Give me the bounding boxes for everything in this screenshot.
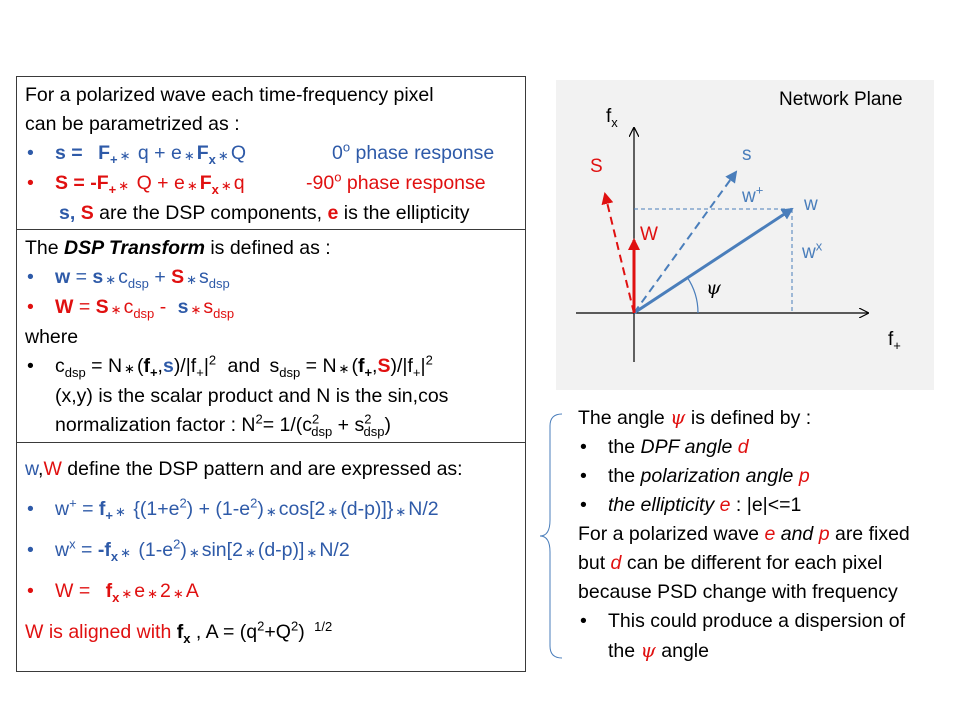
dsp-components-line: s, S are the DSP components, e is the ellipticity (59, 202, 470, 224)
psi-angle-line: the ψ angle (608, 639, 709, 662)
S-vector (605, 194, 634, 313)
dsp-pattern-intro: w,W define the DSP pattern and are expressed as: (25, 458, 463, 480)
network-plane-title: Network Plane (779, 89, 903, 110)
psi-arc (687, 277, 698, 313)
phase-response-0: 0$^o$ phase response (332, 139, 495, 164)
W-label: W (640, 224, 658, 245)
eq-s-line (25, 139, 517, 169)
eq-s: $s = F_+$ ∗ q + e ∗ $F_x$ ∗ Q (55, 142, 246, 167)
network-plane-diagram (556, 80, 934, 390)
ellipticity-item: • the ellipticity e : |e|<=1 (578, 491, 953, 520)
intro-line-1: For a polarized wave each time-frequency pixel (25, 84, 434, 106)
dsp-pattern-panel (16, 442, 526, 672)
curly-brace (538, 412, 568, 660)
dsp-transform-panel (16, 229, 526, 443)
psi-label: ψ (706, 277, 721, 299)
psi-intro: The angle ψ is defined by : (578, 406, 812, 429)
cdsp-sdsp-definition: • $c_{dsp} = N$ ∗ $(f_+,s)/|f_+|^2$ and $s_{dsp} = N$ ∗ $(f_+,S)/|f_+|^2$ (25, 352, 517, 382)
dsp-transform-intro: The DSP Transform is defined as : (25, 237, 331, 259)
w-label: w (804, 194, 818, 215)
eq-wx-line: • $w^x = -f_x$ ∗ $(1-e^2)$ ∗ sin[2 ∗ (d-p)] ∗ N/2 (25, 536, 517, 566)
psd-line: because PSD change with frequency (578, 581, 898, 603)
wx-label: $w^x$ (802, 238, 823, 263)
dpf-angle-item: • the DPF angle d (578, 433, 953, 462)
fplus-label: $f_+$ (888, 329, 901, 353)
where-label: where (25, 326, 79, 348)
eq-W-line: • W = S ∗ $c_{dsp}$ - s ∗ $s_{dsp}$ (25, 293, 517, 323)
aligned-line: W is aligned with $f_x$ , $A = (q^2+Q^2)$ $^{1/2}$ (25, 618, 333, 646)
parametrization-panel (16, 76, 526, 230)
wplus-label: w+ (742, 182, 764, 207)
fixed-line: For a polarized wave e and p are fixed (578, 523, 910, 545)
psi-angle-explanation (578, 403, 953, 666)
dispersion-item: • This could produce a dispersion of (578, 607, 953, 636)
S-label: S (590, 156, 603, 177)
normalization-line: normalization factor : $N^2= 1/(c^2_{dsp} + s^2_{dsp})$ (55, 411, 391, 439)
eq-w-line: • w = s ∗ $c_{dsp} + S$ ∗ $s_{dsp}$ (25, 263, 517, 293)
fx-label: $f_x$ (606, 106, 618, 130)
polarization-angle-item: • the polarization angle p (578, 462, 953, 491)
eq-W-pattern-line: • $W = f_x$ ∗ e ∗ 2 ∗ A (25, 577, 517, 607)
eq-S: $S = -F_+$ ∗ Q + e ∗ $F_x$ ∗ q (55, 172, 245, 197)
eq-wplus-line: • $w^+ = f_+$ ∗ {$(1+e^2) + (1-e^2)$ ∗ cos[2 ∗ (d-p)]} ∗ N/2 (25, 495, 517, 525)
phase-response-90: -90$^o$ phase response (306, 169, 486, 194)
scalar-product-line: (x,y) is the scalar product and N is the sin,cos (55, 385, 449, 407)
different-line: but d can be different for each pixel (578, 552, 883, 574)
intro-line-2: can be parametrized as : (25, 113, 240, 135)
s-label: s (742, 144, 752, 165)
eq-S-line (25, 169, 517, 199)
